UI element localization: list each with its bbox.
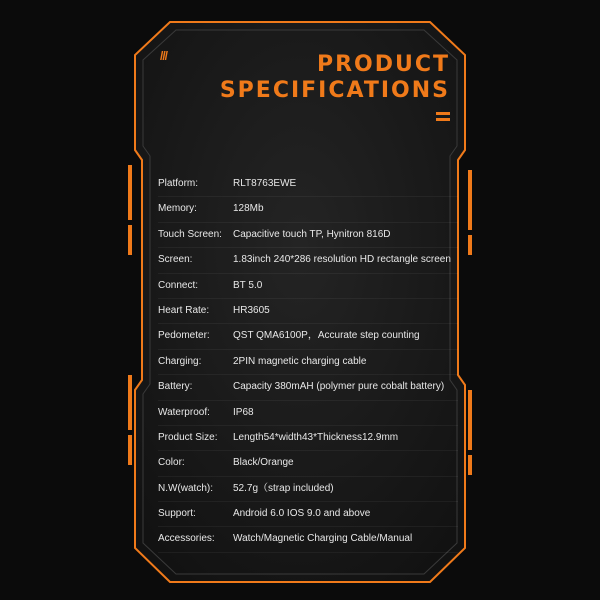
spec-label: Battery: [158,381,193,393]
spec-row-platform [158,172,458,197]
spec-value: 128Mb [233,203,264,215]
spec-row-pedometer [158,324,458,349]
spec-value: 1.83inch 240*286 resolution HD rectangle screen [233,254,451,266]
title-accent-bars [436,112,450,124]
spec-row-charging [158,350,458,375]
right-accent-bars [468,170,472,475]
spec-label: Color: [158,457,185,469]
title-line-2: SPECIFICATIONS [219,78,450,103]
spec-row-connect [158,274,458,299]
spec-label: Touch Screen: [158,228,222,240]
spec-label: Accessories: [158,533,215,545]
spec-row-heart-rate [158,299,458,324]
spec-label: Waterproof: [158,406,210,418]
spec-row-waterproof [158,401,458,426]
spec-value: 52.7g（strap included) [233,482,334,494]
left-accent-bars [128,165,132,465]
spec-label: Support: [158,508,196,520]
spec-value: BT 5.0 [233,279,263,291]
title-line-1: PRODUCT [316,52,450,77]
spec-row-product-size [158,426,458,451]
spec-value: Black/Orange [233,457,294,469]
spec-row-color [158,451,458,476]
spec-label: Screen: [158,254,193,266]
spec-label: Connect: [158,279,199,291]
spec-value: QST QMA6100P，Accurate step counting [233,330,420,342]
spec-row-net-weight [158,477,458,502]
spec-value: HR3605 [233,304,270,316]
spec-value: RLT8763EWE [233,178,297,189]
spec-label: Pedometer: [158,330,210,342]
spec-row-accessories [158,527,458,552]
spec-row-battery [158,375,458,400]
hash-decoration: /// [160,49,168,63]
spec-value: 2PIN magnetic charging cable [233,355,367,367]
spec-value: Length54*width43*Thickness12.9mm [233,431,399,443]
spec-value: Capacitive touch TP, Hynitron 816D [233,228,391,240]
spec-value: Watch/Magnetic Charging Cable/Manual [233,533,413,545]
spec-label: N.W(watch): [158,482,213,494]
spec-label: Heart Rate: [158,304,210,316]
spec-label: Memory: [158,203,197,215]
spec-row-touch-screen [158,223,458,248]
spec-label: Product Size: [158,431,218,443]
spec-value: IP68 [233,406,254,418]
spec-row-support [158,502,458,527]
spec-label: Platform: [158,178,199,189]
spec-row-memory [158,197,458,222]
spec-value: Android 6.0 IOS 9.0 and above [233,508,371,520]
spec-label: Charging: [158,355,202,367]
spec-list [158,172,458,553]
spec-value: Capacity 380mAH (polymer pure cobalt battery) [233,381,445,393]
page-title [220,52,450,104]
spec-row-screen [158,248,458,273]
